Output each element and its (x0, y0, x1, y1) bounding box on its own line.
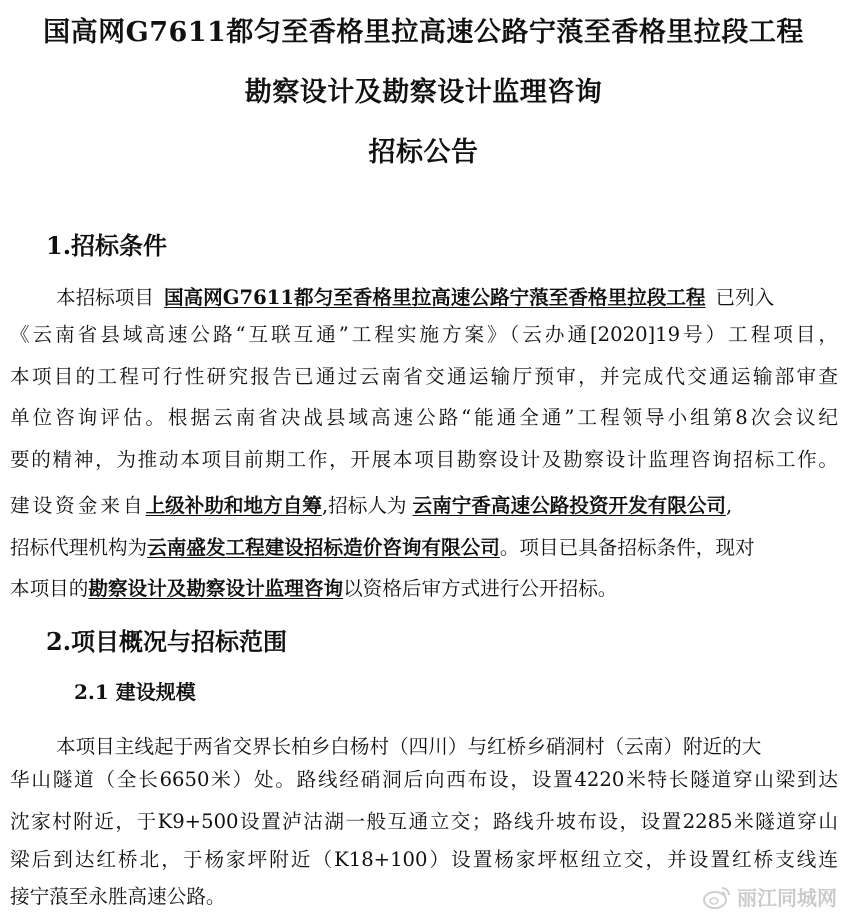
fund-source: 上级补助和地方自筹 (145, 494, 322, 517)
s1-line-1-prefix: 本招标项目 (56, 286, 154, 309)
watermark (703, 882, 837, 911)
s2-line-5: 接宁蒗至永胜高速公路。 (10, 885, 226, 908)
s1-line-6-mid: ,招标人为 (321, 494, 407, 517)
title-line-2: 勘察设计及勘察设计监理咨询 (244, 77, 603, 108)
s1-line-8-prefix: 本项目的 (10, 577, 89, 600)
tenderer-name: 云南宁香高速公路投资开发有限公司 (412, 494, 727, 517)
s1-line-6 (10, 491, 838, 521)
s1-line-5: 要的精神，为推动本项目前期工作，开展本项目勘察设计及勘察设计监理咨询招标工作。 (10, 448, 838, 471)
s2-line-1: 本项目主线起于两省交界长柏乡白杨村（四川）与红桥乡硝洞村（云南）附近的大 (56, 735, 762, 758)
s1-line-3: 本项目的工程可行性研究报告已通过云南省交通运输厅预审，并完成代交通运输部审查 (10, 365, 838, 388)
s1-line-2: 《云南省县域高速公路“互联互通”工程实施方案》（云办通[2020]19号）工程项目， (10, 323, 838, 346)
s2-line-4: 梁后到达红桥北，于杨家坪附近（K18+100）设置杨家坪枢纽立交，并设置红桥支线连 (10, 848, 838, 871)
title-line-3: 招标公告 (368, 137, 479, 168)
watermark-text: 丽江同城网 (737, 886, 837, 910)
s2-line-3: 沈家村附近，于K9+500设置泸沽湖一般互通立交；路线升坡布设，设置2285米隧道穿山 (10, 810, 838, 833)
section-2-heading: 2.项目概况与招标范围 (46, 627, 288, 656)
title-line-1: 国高网G7611都匀至香格里拉高速公路宁蒗至香格里拉段工程 (43, 17, 804, 48)
project-name: 国高网G7611都匀至香格里拉高速公路宁蒗至香格里拉段工程 (163, 286, 706, 309)
weibo-icon (703, 885, 731, 909)
section-1-heading: 1.招标条件 (46, 231, 168, 260)
s1-line-1 (10, 283, 838, 313)
s1-line-6-prefix: 建设资金来自 (10, 494, 146, 517)
s1-line-7-prefix: 招标代理机构为 (10, 536, 148, 559)
s1-line-4: 单位咨询评估。根据云南省决战县域高速公路“能通全通”工程领导小组第8次会议纪 (10, 406, 838, 429)
bid-scope: 勘察设计及勘察设计监理咨询 (88, 577, 344, 600)
s1-line-6-end: , (726, 494, 733, 517)
section-2-1-heading: 2.1 建设规模 (74, 680, 196, 704)
s2-line-2: 华山隧道（全长6650米）处。路线经硝洞后向西布设，设置4220米特长隧道穿山梁到达 (10, 768, 838, 791)
s1-line-7-suffix: 。项目已具备招标条件，现对 (499, 536, 755, 559)
agent-name: 云南盛发工程建设招标造价咨询有限公司 (147, 536, 500, 559)
s1-line-7 (10, 533, 838, 563)
s1-line-1-suffix: 已列入 (715, 286, 775, 309)
s1-line-8 (10, 574, 838, 604)
s1-line-8-suffix: 以资格后审方式进行公开招标。 (343, 577, 618, 600)
